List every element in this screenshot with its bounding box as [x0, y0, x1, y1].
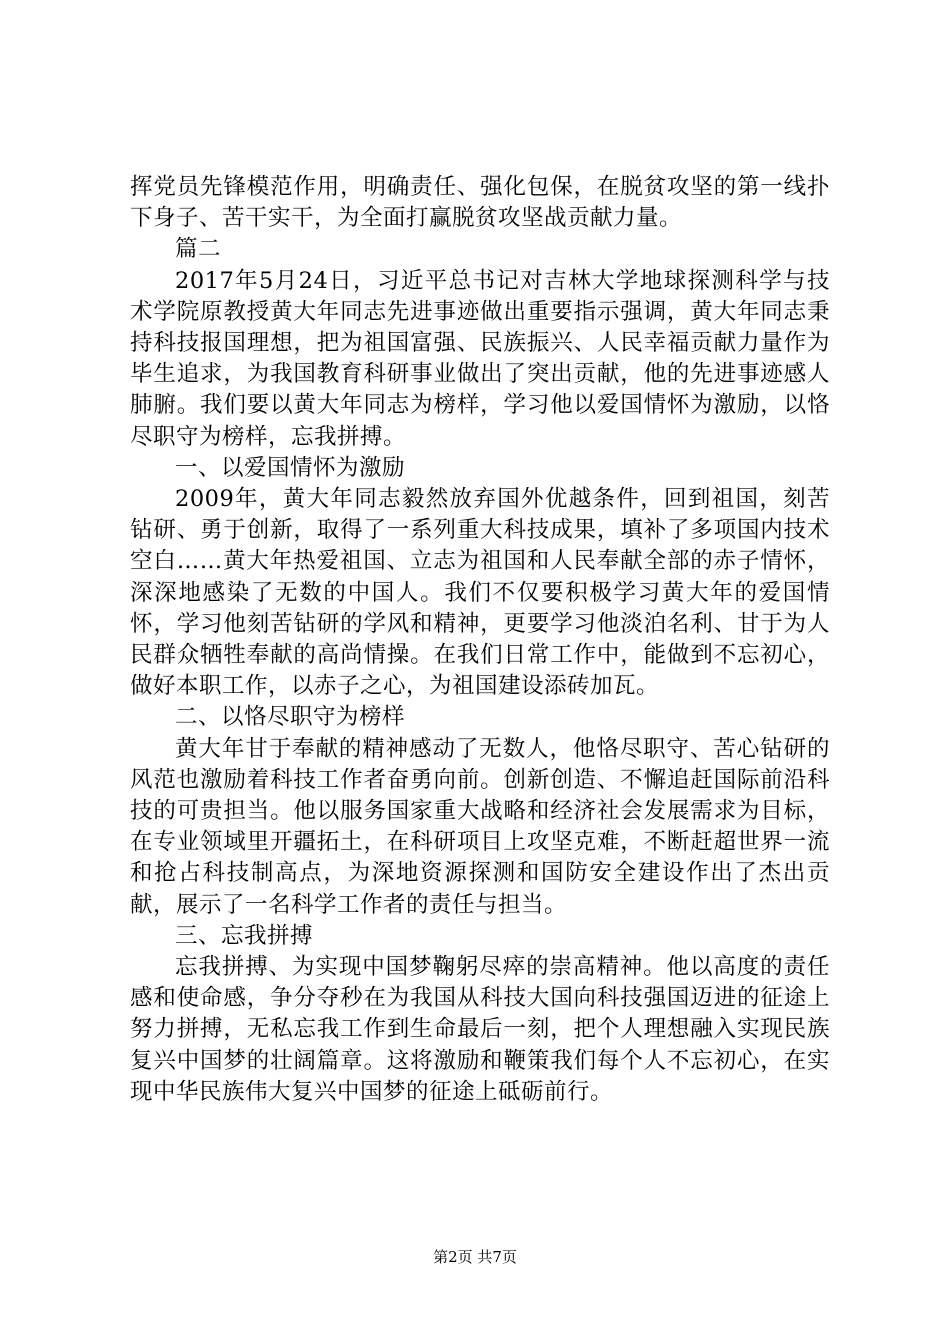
paragraph-5: 忘我拼搏、为实现中国梦鞠躬尽瘁的崇高精神。他以高度的责任感和使命感，争分夺秒在为我国从科技大国向科技强国迈进的征途上努力拼搏，无私忘我工作到生命最后一刻，把个人理想融入实现民族复兴中国梦的壮阔篇章。这将激励和鞭策我们每个人不忘初心，在实现中华民族伟大复兴中国梦的征途上砥砺前行。 [130, 954, 830, 1105]
heading-1: 一、以爱国情怀为激励 [175, 454, 406, 481]
heading-3: 三、忘我拼搏 [175, 922, 314, 949]
heading-2: 二、以恪尽职守为榜样 [175, 704, 406, 731]
page-number: 第2页 共7页 [433, 1248, 517, 1266]
paragraph-4: 黄大年甘于奉献的精神感动了无数人，他恪尽职守、苦心钻研的风范也激励着科技工作者奋勇向前。创新创造、不懈追赶国际前沿科技的可贵担当。他以服务国家重大战略和经济社会发展需求为目标，在专业领域里开疆拓土，在科研项目上攻坚克难，不断赶超世界一流和抢占科技制高点，为深地资源探测和国防安全建设作出了杰出贡献，展示了一名科学工作者的责任与担当。 [130, 735, 830, 918]
paragraph-3: 2009年，黄大年同志毅然放弃国外优越条件，回到祖国，刻苦钻研、勇于创新，取得了一系列重大科技成果，填补了多项国内技术空白……黄大年热爱祖国、立志为祖国和人民奉献全部的赤子情怀，深深地感染了无数的中国人。我们不仅要积极学习黄大年的爱国情怀，学习他刻苦钻研的学风和精神，更要学习他淡泊名利、甘于为人民群众牺牲奉献的高尚情操。在我们日常工作中，能做到不忘初心，做好本职工作，以赤子之心，为祖国建设添砖加瓦。 [130, 486, 830, 700]
section-title-part-two: 篇二 [175, 236, 222, 263]
paragraph-2: 2017年5月24日，习近平总书记对吉林大学地球探测科学与技术学院原教授黄大年同志先进事迹做出重要指示强调，黄大年同志秉持科技报国理想，把为祖国富强、民族振兴、人民幸福贡献力量作为毕生追求，为我国教育科研事业做出了突出贡献，他的先进事迹感人肺腑。我们要以黄大年同志为榜样，学习他以爱国情怀为激励，以恪尽职守为榜样，忘我拼搏。 [130, 267, 830, 450]
document-body [130, 172, 830, 1108]
paragraph-1: 挥党员先锋模范作用，明确责任、强化包保，在脱贫攻坚的第一线扑下身子、苦干实干，为全面打赢脱贫攻坚战贡献力量。 [130, 174, 830, 232]
page-footer [0, 1247, 950, 1267]
